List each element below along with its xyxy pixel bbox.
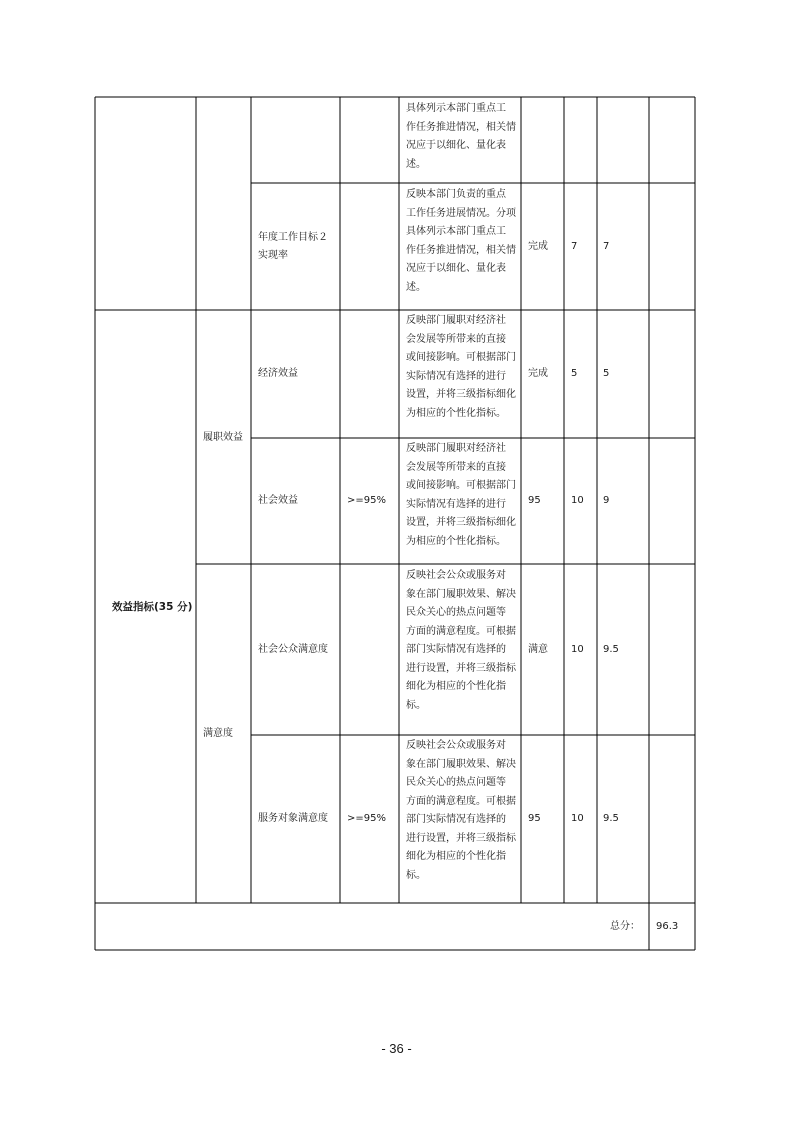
description-cell: 反映部门履职对经济社 会发展等所带来的直接 或间接影响。可根据部门 实际情况有选择的进行 设置，并将三级指标细化 为相应的个性化指标。 — [406, 315, 516, 419]
description-cell: 反映本部门负责的重点 工作任务进展情况。分项 具体列示本部门重点工 作任务推进情况，相关情 况应于以细化、量化表 述。 — [406, 189, 516, 293]
target-value-cell: >=95% — [347, 495, 386, 507]
score-cell: 9.5 — [603, 643, 619, 655]
total-score-label: 总分： — [610, 920, 640, 932]
page-number: - 36 - — [381, 1041, 412, 1056]
weight-cell: 10 — [571, 495, 584, 507]
actual-value-cell: 完成 — [528, 368, 548, 380]
description-cell: 反映社会公众或服务对 象在部门履职效果、解决 民众关心的热点问题等 方面的满意程度。可根据 部门实际情况有选择的 进行设置，并将三级指标 细化为相应的个性化指 标。 — [406, 570, 516, 711]
description-cell: 反映社会公众或服务对 象在部门履职效果、解决 民众关心的热点问题等 方面的满意程度。可根据 部门实际情况有选择的 进行设置，并将三级指标 细化为相应的个性化指 标。 — [406, 740, 516, 881]
actual-value-cell: 95 — [528, 813, 541, 825]
level2-indicator-performance: 履职效益 — [203, 431, 243, 443]
weight-cell: 7 — [571, 240, 578, 252]
weight-cell: 5 — [571, 368, 578, 380]
level3-indicator-cell: 经济效益 — [258, 368, 298, 380]
level3-indicator-cell: 社会公众满意度 — [258, 643, 328, 655]
target-value-cell: >=95% — [347, 813, 386, 825]
total-score-value: 96.3 — [656, 920, 679, 932]
level3-indicator-cell: 年度工作目标２ 实现率 — [258, 231, 328, 261]
actual-value-cell: 完成 — [528, 240, 548, 252]
level3-indicator-cell: 服务对象满意度 — [258, 813, 328, 825]
level3-indicator-cell: 社会效益 — [258, 495, 298, 507]
weight-cell: 10 — [571, 643, 584, 655]
weight-cell: 10 — [571, 813, 584, 825]
score-cell: 7 — [603, 240, 610, 252]
level2-indicator-satisfaction: 满意度 — [203, 727, 233, 739]
description-cell: 反映部门履职对经济社 会发展等所带来的直接 或间接影响。可根据部门 实际情况有选择的进行 设置，并将三级指标细化 为相应的个性化指标。 — [406, 443, 516, 547]
score-cell: 5 — [603, 368, 610, 380]
actual-value-cell: 满意 — [528, 643, 548, 655]
score-cell: 9.5 — [603, 813, 619, 825]
description-cell: 具体列示本部门重点工 作任务推进情况，相关情 况应于以细化、量化表 述。 — [406, 103, 516, 170]
score-cell: 9 — [603, 495, 610, 507]
level1-indicator-cell: 效益指标(35 分) — [112, 600, 193, 613]
actual-value-cell: 95 — [528, 495, 541, 507]
